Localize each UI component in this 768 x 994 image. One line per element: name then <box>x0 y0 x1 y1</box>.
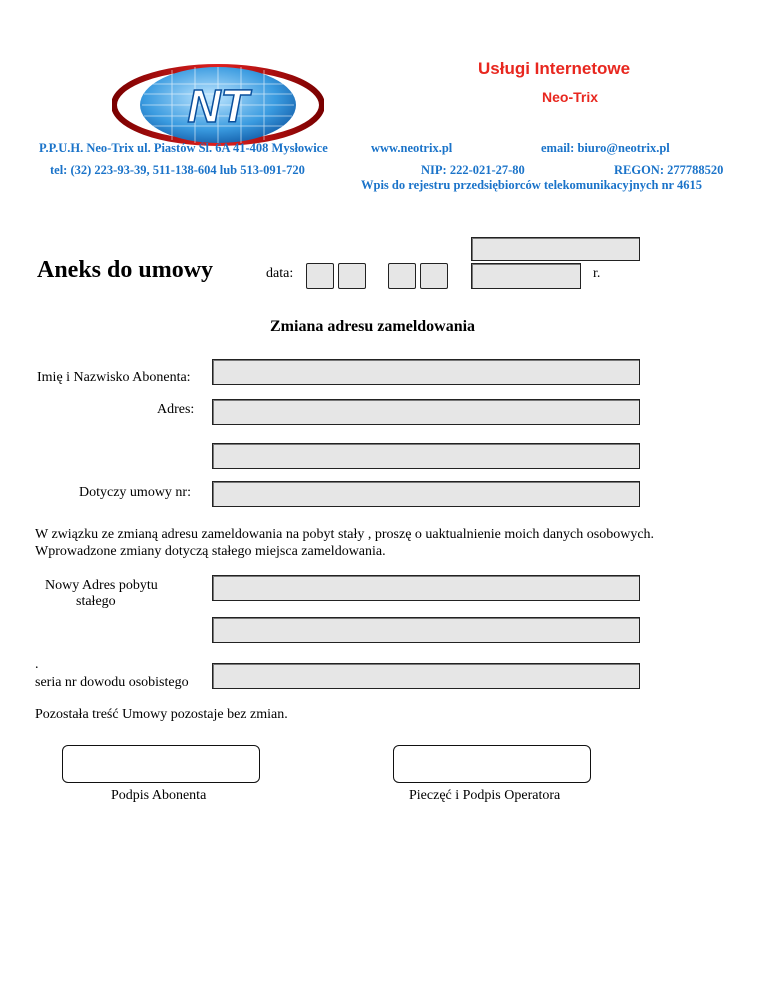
document-subtitle: Zmiana adresu zameldowania <box>270 318 476 335</box>
dot-mark: . <box>35 657 39 672</box>
date-day-digit-2[interactable] <box>338 263 366 289</box>
closing-text: Pozostała treść Umowy pozostaje bez zmian. <box>35 707 288 722</box>
subscriber-signature-box[interactable] <box>62 745 260 783</box>
company-phones: tel: (32) 223-93-39, 511-138-604 lub 513-091-720 <box>50 163 305 177</box>
contract-number-label: Dotyczy umowy nr: <box>79 485 191 500</box>
statement-line-2: Wprowadzone zmiany dotyczą stałego miejsca zameldowania. <box>35 544 386 559</box>
id-number-field[interactable] <box>212 663 640 689</box>
operator-signature-box[interactable] <box>393 745 591 783</box>
company-logo <box>112 64 324 146</box>
company-registry: Wpis do rejestru przedsiębiorców telekomunikacyjnych nr 4615 <box>361 178 702 192</box>
subscriber-signature-label: Podpis Abonenta <box>111 788 207 803</box>
subscriber-name-label: Imię i Nazwisko Abonenta: <box>37 370 191 385</box>
document-title: Aneks do umowy <box>37 257 214 283</box>
place-field[interactable] <box>471 237 640 261</box>
id-number-label: seria nr dowodu osobistego <box>35 675 189 690</box>
new-address-field-line2[interactable] <box>212 617 640 643</box>
date-label: data: <box>266 266 294 281</box>
address-field-line1[interactable] <box>212 399 640 425</box>
nt-globe-logo-icon <box>112 64 324 146</box>
new-address-field-line1[interactable] <box>212 575 640 601</box>
brand-subtitle: Neo-Trix <box>542 89 599 105</box>
company-address: P.P.U.H. Neo-Trix ul. Piastów Śl. 6A 41-408 Mysłowice <box>39 141 328 155</box>
date-month-digit-2[interactable] <box>420 263 448 289</box>
address-field-line2[interactable] <box>212 443 640 469</box>
date-year-field[interactable] <box>471 263 581 289</box>
contract-number-field[interactable] <box>212 481 640 507</box>
address-label: Adres: <box>157 402 195 417</box>
new-address-label-line2: stałego <box>76 594 116 609</box>
company-website-link[interactable]: www.neotrix.pl <box>371 141 453 155</box>
company-email[interactable]: email: biuro@neotrix.pl <box>541 141 670 155</box>
date-day-digit-1[interactable] <box>306 263 334 289</box>
statement-line-1: W związku ze zmianą adresu zameldowania na pobyt stały , proszę o uaktualnienie moich danych osobowych. <box>35 527 655 542</box>
date-month-digit-1[interactable] <box>388 263 416 289</box>
company-regon: REGON: 277788520 <box>614 163 724 177</box>
year-suffix: r. <box>593 266 601 281</box>
operator-signature-label: Pieczęć i Podpis Operatora <box>409 788 561 803</box>
new-address-label-line1: Nowy Adres pobytu <box>45 578 158 593</box>
brand-title: Usługi Internetowe <box>478 59 631 78</box>
svg-text:NT: NT <box>187 80 249 132</box>
company-nip: NIP: 222-021-27-80 <box>421 163 525 177</box>
subscriber-name-field[interactable] <box>212 359 640 385</box>
